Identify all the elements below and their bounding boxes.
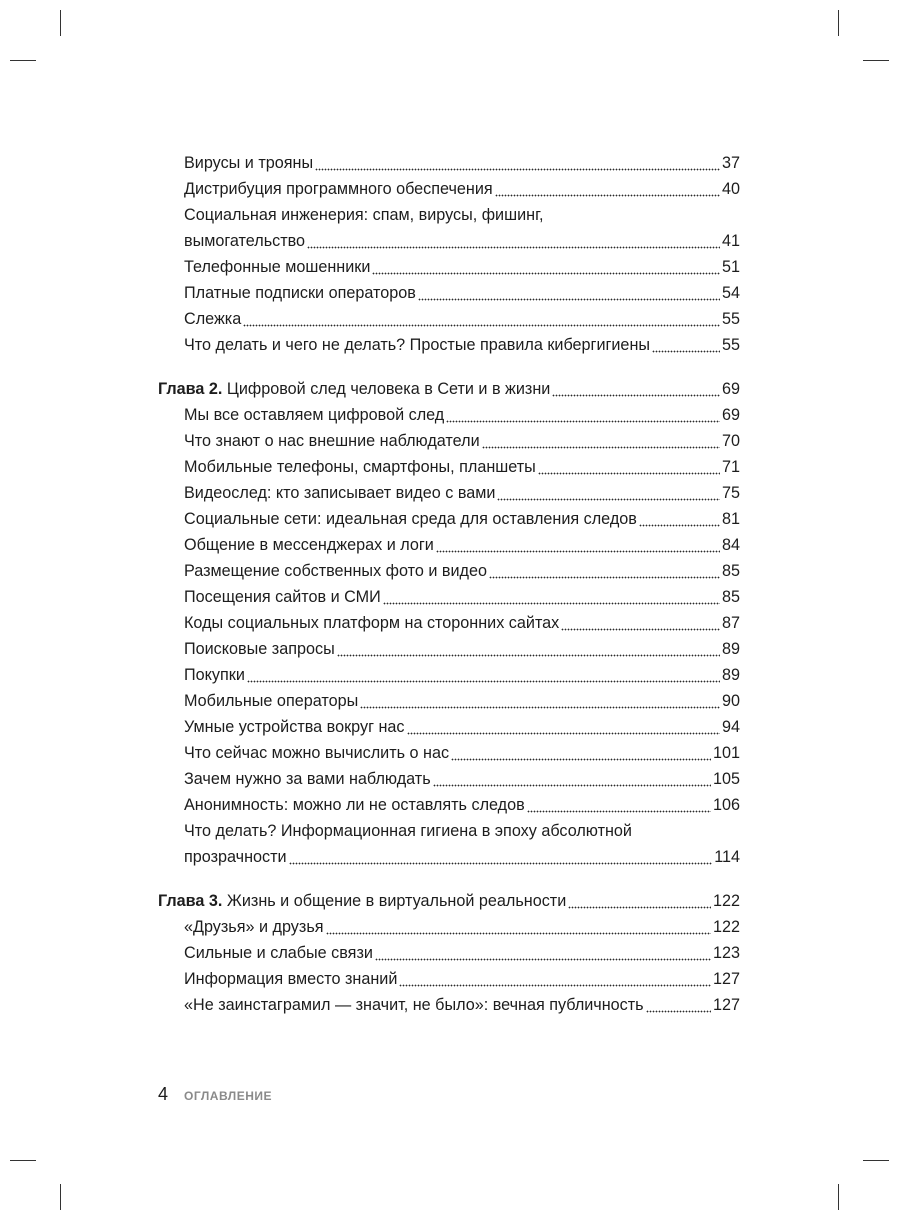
toc-entry[interactable] (158, 150, 740, 176)
toc-entry[interactable] (158, 428, 740, 454)
page-footer (158, 1084, 272, 1105)
toc-entry-page: 90 (721, 692, 740, 710)
toc-entry[interactable] (158, 818, 740, 870)
chapter-title: Жизнь и общение в виртуальной реальности (222, 892, 567, 910)
toc-entry-page: 37 (721, 154, 740, 172)
crop-mark (838, 10, 839, 36)
toc-entry-title: Информация вместо знаний (184, 970, 398, 988)
toc-entry-title: Что делать и чего не делать? Простые правила кибергигиены (184, 336, 651, 354)
toc-entry-page: 54 (721, 284, 740, 302)
leader-dots (360, 688, 720, 714)
crop-mark (838, 1184, 839, 1210)
toc-entry[interactable] (158, 992, 740, 1018)
chapter-heading[interactable] (158, 376, 740, 402)
toc-entry-page: 89 (721, 640, 740, 658)
crop-mark (60, 10, 61, 36)
toc-entry-title: Общение в мессенджерах и логи (184, 536, 434, 554)
chapter-label: Глава 2. (158, 380, 223, 398)
toc-entry-page: 87 (721, 614, 740, 632)
leader-dots (497, 480, 720, 506)
toc-entry-title: Умные устройства вокруг нас (184, 718, 405, 736)
leader-dots (639, 506, 720, 532)
toc-entry-page: 85 (721, 588, 740, 606)
table-of-contents (158, 150, 740, 1018)
leader-dots (337, 636, 720, 662)
toc-entry-page: 75 (721, 484, 740, 502)
toc-entry-page: 105 (712, 770, 740, 788)
toc-entry-page: 40 (721, 180, 740, 198)
toc-entry-title: Платные подписки операторов (184, 284, 416, 302)
leader-dots (433, 766, 711, 792)
toc-entry-page: 70 (721, 432, 740, 450)
toc-entry[interactable] (158, 740, 740, 766)
toc-entry-title: Мобильные телефоны, смартфоны, планшеты (184, 458, 536, 476)
leader-dots (451, 740, 711, 766)
toc-entry-page: 122 (712, 918, 740, 936)
toc-entry-title: Видеослед: кто записывает видео с вами (184, 484, 496, 502)
leader-dots (527, 792, 711, 818)
toc-entry-page: 127 (712, 970, 740, 988)
toc-entry-page: 101 (712, 744, 740, 762)
toc-entry-title: Слежка (184, 310, 242, 328)
toc-entry-title: Мы все оставляем цифровой след (184, 406, 445, 424)
toc-entry-page: 114 (714, 848, 740, 866)
toc-entry-page: 123 (712, 944, 740, 962)
toc-entry[interactable] (158, 766, 740, 792)
toc-entry-title: Мобильные операторы (184, 692, 359, 710)
toc-entry-title-line2: вымогательство (184, 232, 306, 250)
toc-entry[interactable] (158, 454, 740, 480)
crop-mark (10, 1160, 36, 1161)
toc-entry-title: Что сейчас можно вычислить о нас (184, 744, 450, 762)
toc-entry-title-line1: Социальная инженерия: спам, вирусы, фишинг, (184, 206, 544, 224)
toc-entry-title: «Друзья» и друзья (184, 918, 324, 936)
leader-dots (446, 402, 720, 428)
toc-entry-page: 106 (712, 796, 740, 814)
toc-entry-page: 127 (712, 996, 740, 1014)
toc-entry-title: Зачем нужно за вами наблюдать (184, 770, 431, 788)
leader-dots (568, 888, 711, 914)
leader-dots (289, 844, 713, 870)
leader-dots (561, 610, 720, 636)
toc-entry-title: «Не заинстаграмил — значит, не было»: вечная публичность (184, 996, 644, 1014)
toc-entry[interactable] (158, 532, 740, 558)
toc-entry-title: Анонимность: можно ли не оставлять следов (184, 796, 525, 814)
leader-dots (407, 714, 720, 740)
leader-dots (243, 306, 720, 332)
toc-entry-title: Коды социальных платформ на сторонних сайтах (184, 614, 560, 632)
toc-entry[interactable] (158, 636, 740, 662)
toc-entry-title-line1: Что делать? Информационная гигиена в эпоху абсолютной (184, 822, 632, 840)
toc-entry[interactable] (158, 280, 740, 306)
toc-entry[interactable] (158, 792, 740, 818)
leader-dots (436, 532, 720, 558)
toc-entry-page: 84 (721, 536, 740, 554)
chapter-page: 122 (712, 892, 740, 910)
toc-entry[interactable] (158, 940, 740, 966)
toc-entry-title-line2: прозрачности (184, 848, 287, 866)
toc-entry-page: 69 (721, 406, 740, 424)
toc-entry-page: 94 (721, 718, 740, 736)
toc-entry-page: 81 (721, 510, 740, 528)
toc-entry-page: 55 (721, 336, 740, 354)
leader-dots (489, 558, 720, 584)
toc-entry[interactable] (158, 506, 740, 532)
toc-entry-page: 51 (721, 258, 740, 276)
toc-entry-title: Посещения сайтов и СМИ (184, 588, 381, 606)
leader-dots (418, 280, 720, 306)
page-number: 4 (158, 1084, 169, 1104)
chapter-heading[interactable] (158, 888, 740, 914)
leader-dots (399, 966, 711, 992)
toc-entry[interactable] (158, 254, 740, 280)
leader-dots (372, 254, 720, 280)
leader-dots (383, 584, 720, 610)
toc-entry[interactable] (158, 306, 740, 332)
crop-mark (10, 60, 36, 61)
leader-dots (375, 940, 711, 966)
toc-entry-title: Размещение собственных фото и видео (184, 562, 487, 580)
toc-entry-title: Покупки (184, 666, 245, 684)
toc-entry[interactable] (158, 966, 740, 992)
leader-dots (307, 228, 720, 254)
toc-entry-title: Дистрибуция программного обеспечения (184, 180, 493, 198)
toc-entry-page: 41 (721, 232, 740, 250)
toc-entry[interactable] (158, 688, 740, 714)
toc-entry[interactable] (158, 480, 740, 506)
toc-entry-title: Что знают о нас внешние наблюдатели (184, 432, 480, 450)
leader-dots (326, 914, 711, 940)
toc-entry[interactable] (158, 402, 740, 428)
toc-entry[interactable] (158, 176, 740, 202)
toc-entry-page: 85 (721, 562, 740, 580)
toc-entry[interactable] (158, 914, 740, 940)
toc-entry-title: Сильные и слабые связи (184, 944, 373, 962)
running-footer-label: ОГЛАВЛЕНИЕ (184, 1089, 273, 1103)
toc-entry-title: Социальные сети: идеальная среда для оставления следов (184, 510, 637, 528)
toc-entry[interactable] (158, 714, 740, 740)
leader-dots (652, 332, 720, 358)
toc-entry-title: Вирусы и трояны (184, 154, 314, 172)
leader-dots (315, 150, 720, 176)
toc-entry[interactable] (158, 610, 740, 636)
toc-entry-title: Телефонные мошенники (184, 258, 371, 276)
toc-entry-page: 55 (721, 310, 740, 328)
toc-entry[interactable] (158, 202, 740, 254)
chapter-label: Глава 3. (158, 892, 223, 910)
toc-entry[interactable] (158, 584, 740, 610)
toc-entry[interactable] (158, 558, 740, 584)
leader-dots (482, 428, 720, 454)
toc-entry-title: Поисковые запросы (184, 640, 335, 658)
leader-dots (495, 176, 720, 202)
crop-mark (863, 60, 889, 61)
leader-dots (552, 376, 720, 402)
toc-entry-page: 71 (721, 458, 740, 476)
toc-entry-page: 89 (721, 666, 740, 684)
leader-dots (646, 992, 711, 1018)
crop-mark (863, 1160, 889, 1161)
chapter-title: Цифровой след человека в Сети и в жизни (222, 380, 551, 398)
toc-entry[interactable] (158, 662, 740, 688)
leader-dots (247, 662, 720, 688)
leader-dots (538, 454, 720, 480)
chapter-page: 69 (721, 380, 740, 398)
toc-entry[interactable] (158, 332, 740, 358)
crop-mark (60, 1184, 61, 1210)
